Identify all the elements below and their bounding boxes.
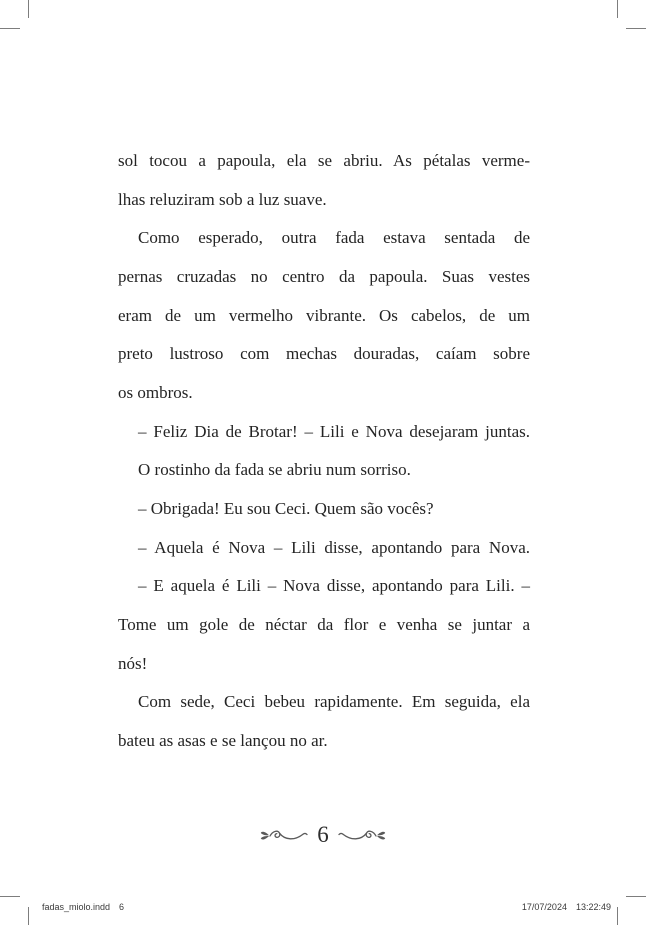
slug-right	[522, 902, 611, 912]
text-line: sol tocou a papoula, ela se abriu. As pétalas verme-	[118, 151, 530, 170]
crop-mark-bottom-right-vertical	[617, 907, 619, 925]
folio-row	[28, 820, 618, 850]
slug-page-ref: 6	[119, 902, 125, 912]
slug-date: 17/07/2024	[521, 902, 567, 912]
crop-mark-bottom-right-horizontal	[626, 896, 646, 898]
text-line: Com sede, Ceci bebeu rapidamente. Em seguida, ela	[138, 692, 530, 712]
text-line: os ombros.	[118, 382, 193, 402]
text-line-dialogue: – Obrigada! Eu sou Ceci. Quem são vocês?	[138, 498, 434, 518]
flourish-right-icon	[338, 824, 386, 846]
text-line: pernas cruzadas no centro da papoula. Suas vestes	[118, 266, 530, 286]
crop-mark-top-right-horizontal	[626, 28, 646, 30]
text-line: Tome um gole de néctar da flor e venha se juntar a	[118, 614, 530, 634]
text-line-dialogue: – E aquela é Lili – Nova disse, apontando para Lili. –	[138, 576, 530, 596]
text-line: O rostinho da fada se abriu num sorriso.	[138, 460, 411, 480]
crop-mark-top-left-vertical	[28, 0, 30, 18]
text-line: preto lustroso com mechas douradas, caíam sobre	[118, 344, 530, 364]
text-line: nós!	[118, 653, 148, 673]
text-line-dialogue: – Feliz Dia de Brotar! – Lili e Nova desejaram juntas.	[138, 421, 530, 441]
slug-filename: fadas_miolo.indd	[42, 902, 111, 912]
crop-mark-bottom-left-vertical	[28, 907, 30, 925]
text-line-dialogue: – Aquela é Nova – Lili disse, apontando para Nova.	[138, 537, 530, 557]
crop-mark-top-right-vertical	[617, 0, 619, 18]
crop-mark-bottom-left-horizontal	[0, 896, 20, 898]
page-number: 6	[317, 821, 329, 847]
text-line: Como esperado, outra fada estava sentada de	[138, 228, 530, 248]
page-text-block	[118, 142, 530, 761]
text-line: lhas reluziram sob a luz suave.	[118, 189, 327, 209]
text-line: eram de um vermelho vibrante. Os cabelos, de um	[118, 305, 530, 325]
flourish-left-icon	[260, 824, 308, 846]
slug-time: 13:22:49	[575, 902, 611, 912]
slug-left	[42, 902, 124, 912]
crop-mark-top-left-horizontal	[0, 28, 20, 30]
text-line: bateu as asas e se lançou no ar.	[118, 730, 328, 750]
